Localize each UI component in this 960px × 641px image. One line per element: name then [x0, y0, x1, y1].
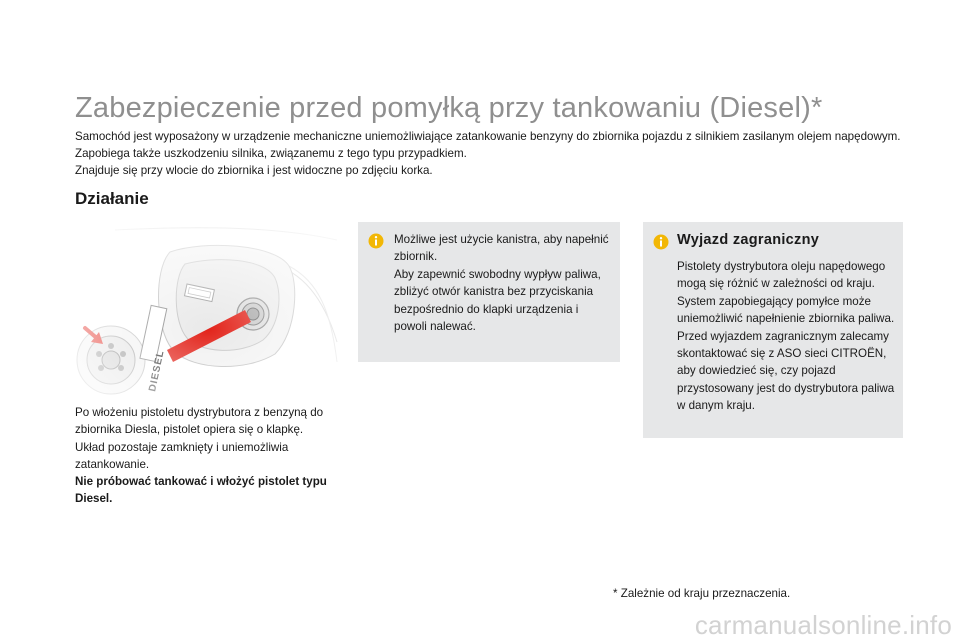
- page-title: Zabezpieczenie przed pomyłką przy tankowaniu (Diesel)*: [75, 92, 823, 124]
- travel-abroad-box: [643, 222, 903, 438]
- note-paragraph: Aby zapewnić swobodny wypływ paliwa, zbliżyć otwór kanistra bez przyciskania bezpośrednio do klapki urządzenia i powoli nalewać.: [394, 267, 601, 334]
- intro-paragraph: Znajduje się przy wlocie do zbiornika i jest widoczne po zdjęciu korka.: [75, 164, 433, 177]
- caption-paragraph: Po włożeniu pistoletu dystrybutora z benzyną do zbiornika Diesla, pistolet opiera się o klapkę.: [75, 406, 324, 437]
- watermark: carmanualsonline.info: [694, 610, 952, 640]
- abroad-paragraph: Przed wyjazdem zagranicznym zalecamy skontaktować się z ASO sieci CITROËN, aby dowiedzieć się, czy pojazd przystosowany jest do dystrybutora paliwa w danym kraju.: [677, 329, 895, 413]
- caption-paragraph: Układ pozostaje zamknięty i uniemożliwia zatankowanie.: [75, 440, 289, 471]
- caption: [75, 404, 345, 508]
- intro-paragraph: Samochód jest wyposażony w urządzenie mechaniczne uniemożliwiające zatankowanie benzyny do zbiornika pojazdu z silnikiem zasilanym olejem napędowym. Zapobiega także uszkodzeniu silnika, związanemu z tego typu przypadkiem.: [75, 130, 901, 160]
- caption-warning: Nie próbować tankować i włożyć pistolet typu Diesel.: [75, 475, 327, 506]
- note-text: [394, 231, 609, 335]
- fuel-filler-illustration: [75, 222, 341, 400]
- travel-abroad-title: Wyjazd zagraniczny: [677, 232, 820, 248]
- travel-abroad-text: [677, 258, 899, 415]
- footnote: * Zależnie od kraju przeznaczenia.: [613, 587, 791, 600]
- section-heading: Działanie: [75, 189, 149, 208]
- note-paragraph: Możliwe jest użycie kanistra, aby napełnić zbiornik.: [394, 233, 609, 264]
- intro-text: [75, 128, 905, 179]
- info-icon: [368, 233, 384, 249]
- abroad-paragraph: Pistolety dystrybutora oleju napędowego mogą się różnić w zależności od kraju. System zapobiegający pomyłce może uniemożliwić napełnienie zbiornika paliwa.: [677, 260, 895, 326]
- info-icon: [653, 234, 669, 250]
- canister-note-box: [358, 222, 620, 362]
